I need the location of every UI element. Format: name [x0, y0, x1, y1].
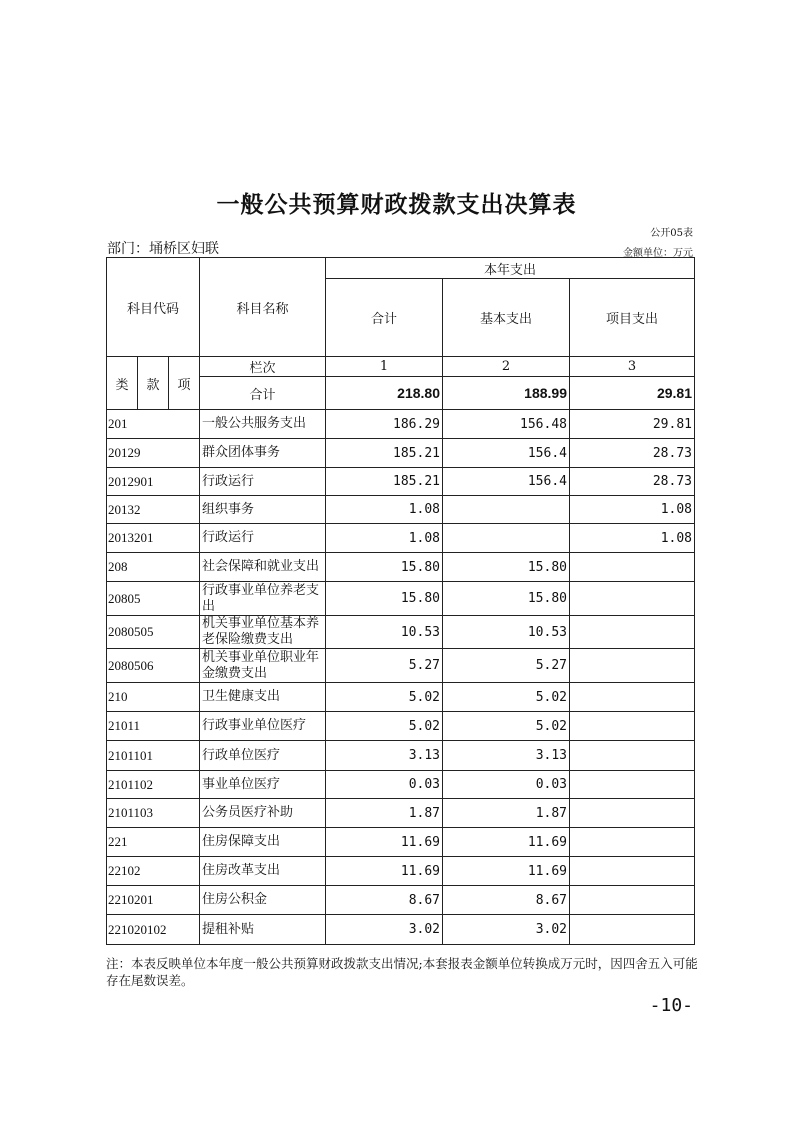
expenditure-table: [106, 257, 695, 945]
row-total: 0.03: [326, 771, 443, 799]
header-subject-code: 科目代码: [107, 258, 200, 357]
row-basic: 8.67: [443, 886, 570, 915]
row-basic: 10.53: [443, 616, 570, 649]
row-project: [570, 741, 695, 771]
row-code: 20132: [107, 496, 200, 524]
header-lei: 类: [107, 357, 138, 410]
page-title: 一般公共预算财政拨款支出决算表: [216, 191, 577, 218]
row-project: [570, 828, 695, 857]
row-project: [570, 771, 695, 799]
row-total: 185.21: [326, 439, 443, 468]
row-basic: 11.69: [443, 828, 570, 857]
row-code: 2101103: [107, 799, 200, 828]
row-code: 2210201: [107, 886, 200, 915]
row-code: 2013201: [107, 524, 200, 553]
row-total: 1.08: [326, 496, 443, 524]
sum-project: 29.81: [570, 377, 695, 410]
row-code: 22102: [107, 857, 200, 886]
row-total: 15.80: [326, 553, 443, 582]
row-project: [570, 886, 695, 915]
row-name: 机关事业单位基本养老保险缴费支出: [200, 616, 326, 649]
row-code: 221020102: [107, 915, 200, 945]
row-total: 1.87: [326, 799, 443, 828]
row-name: 住房改革支出: [200, 857, 326, 886]
header-project-expenditure: 项目支出: [570, 279, 695, 357]
row-basic: 3.02: [443, 915, 570, 945]
row-name: 住房公积金: [200, 886, 326, 915]
row-total: 186.29: [326, 410, 443, 439]
row-code: 221: [107, 828, 200, 857]
row-name: 一般公共服务支出: [200, 410, 326, 439]
row-basic: 15.80: [443, 582, 570, 616]
header-xiang: 项: [169, 357, 200, 410]
sum-label: 合计: [200, 377, 326, 410]
row-total: 11.69: [326, 857, 443, 886]
row-project: 1.08: [570, 524, 695, 553]
row-code: 21011: [107, 712, 200, 741]
header-kuan: 款: [138, 357, 169, 410]
table-row: [107, 496, 695, 524]
row-name: 行政事业单位医疗: [200, 712, 326, 741]
header-col-3: 3: [570, 357, 695, 377]
header-current-year-expenditure: 本年支出: [326, 258, 695, 279]
row-basic: [443, 496, 570, 524]
row-project: [570, 857, 695, 886]
row-project: 1.08: [570, 496, 695, 524]
row-name: 提租补贴: [200, 915, 326, 945]
row-project: 28.73: [570, 439, 695, 468]
table-row: [107, 410, 695, 439]
row-total: 8.67: [326, 886, 443, 915]
row-basic: 156.4: [443, 439, 570, 468]
row-basic: 5.02: [443, 712, 570, 741]
row-basic: 11.69: [443, 857, 570, 886]
table-row: [107, 582, 695, 616]
row-basic: 5.27: [443, 649, 570, 683]
row-code: 2012901: [107, 468, 200, 496]
table-row: [107, 915, 695, 945]
header-column-label: 栏次: [200, 357, 326, 377]
row-name: 行政运行: [200, 468, 326, 496]
header-col-2: 2: [443, 357, 570, 377]
row-name: 行政单位医疗: [200, 741, 326, 771]
row-code: 210: [107, 683, 200, 712]
sum-basic: 188.99: [443, 377, 570, 410]
row-code: 2101102: [107, 771, 200, 799]
table-row: [107, 741, 695, 771]
row-name: 事业单位医疗: [200, 771, 326, 799]
row-project: 29.81: [570, 410, 695, 439]
table-row: [107, 886, 695, 915]
row-total: 1.08: [326, 524, 443, 553]
sum-total: 218.80: [326, 377, 443, 410]
row-project: [570, 915, 695, 945]
row-total: 3.13: [326, 741, 443, 771]
row-total: 3.02: [326, 915, 443, 945]
row-project: [570, 649, 695, 683]
row-name: 机关事业单位职业年金缴费支出: [200, 649, 326, 683]
page-number: -10-: [649, 995, 693, 1016]
row-total: 11.69: [326, 828, 443, 857]
row-code: 2101101: [107, 741, 200, 771]
row-basic: 3.13: [443, 741, 570, 771]
table-row: [107, 649, 695, 683]
row-code: 20129: [107, 439, 200, 468]
row-code: 201: [107, 410, 200, 439]
header-subject-name: 科目名称: [200, 258, 326, 357]
row-name: 公务员医疗补助: [200, 799, 326, 828]
department-label: 部门：埇桥区妇联: [107, 241, 219, 257]
header-total: 合计: [326, 279, 443, 357]
row-name: 卫生健康支出: [200, 683, 326, 712]
row-project: [570, 799, 695, 828]
row-basic: 15.80: [443, 553, 570, 582]
row-project: [570, 712, 695, 741]
table-row: [107, 553, 695, 582]
row-basic: 1.87: [443, 799, 570, 828]
table-row: [107, 616, 695, 649]
table-row: [107, 712, 695, 741]
table-row: [107, 683, 695, 712]
table-row: [107, 799, 695, 828]
row-name: 社会保障和就业支出: [200, 553, 326, 582]
row-total: 15.80: [326, 582, 443, 616]
row-project: [570, 553, 695, 582]
row-basic: 0.03: [443, 771, 570, 799]
table-row: [107, 468, 695, 496]
row-total: 10.53: [326, 616, 443, 649]
table-row: [107, 857, 695, 886]
row-total: 185.21: [326, 468, 443, 496]
row-project: [570, 616, 695, 649]
row-code: 208: [107, 553, 200, 582]
row-name: 住房保障支出: [200, 828, 326, 857]
footnote: 注：本表反映单位本年度一般公共预算财政拨款支出情况;本套报表金额单位转换成万元时，因四舍五入可能存在尾数误差。: [106, 956, 698, 988]
row-basic: [443, 524, 570, 553]
row-project: [570, 582, 695, 616]
row-name: 行政事业单位养老支出: [200, 582, 326, 616]
row-basic: 5.02: [443, 683, 570, 712]
header-basic-expenditure: 基本支出: [443, 279, 570, 357]
row-project: [570, 683, 695, 712]
row-basic: 156.48: [443, 410, 570, 439]
table-row: [107, 439, 695, 468]
row-basic: 156.4: [443, 468, 570, 496]
unit-label: 金额单位：万元: [623, 248, 693, 259]
row-name: 组织事务: [200, 496, 326, 524]
row-project: 28.73: [570, 468, 695, 496]
form-code: 公开05表: [650, 228, 693, 239]
row-name: 行政运行: [200, 524, 326, 553]
table-row: [107, 771, 695, 799]
row-total: 5.02: [326, 712, 443, 741]
table-row: [107, 524, 695, 553]
row-name: 群众团体事务: [200, 439, 326, 468]
row-code: 20805: [107, 582, 200, 616]
table-row: [107, 828, 695, 857]
row-total: 5.27: [326, 649, 443, 683]
row-code: 2080505: [107, 616, 200, 649]
row-total: 5.02: [326, 683, 443, 712]
header-col-1: 1: [326, 357, 443, 377]
row-code: 2080506: [107, 649, 200, 683]
